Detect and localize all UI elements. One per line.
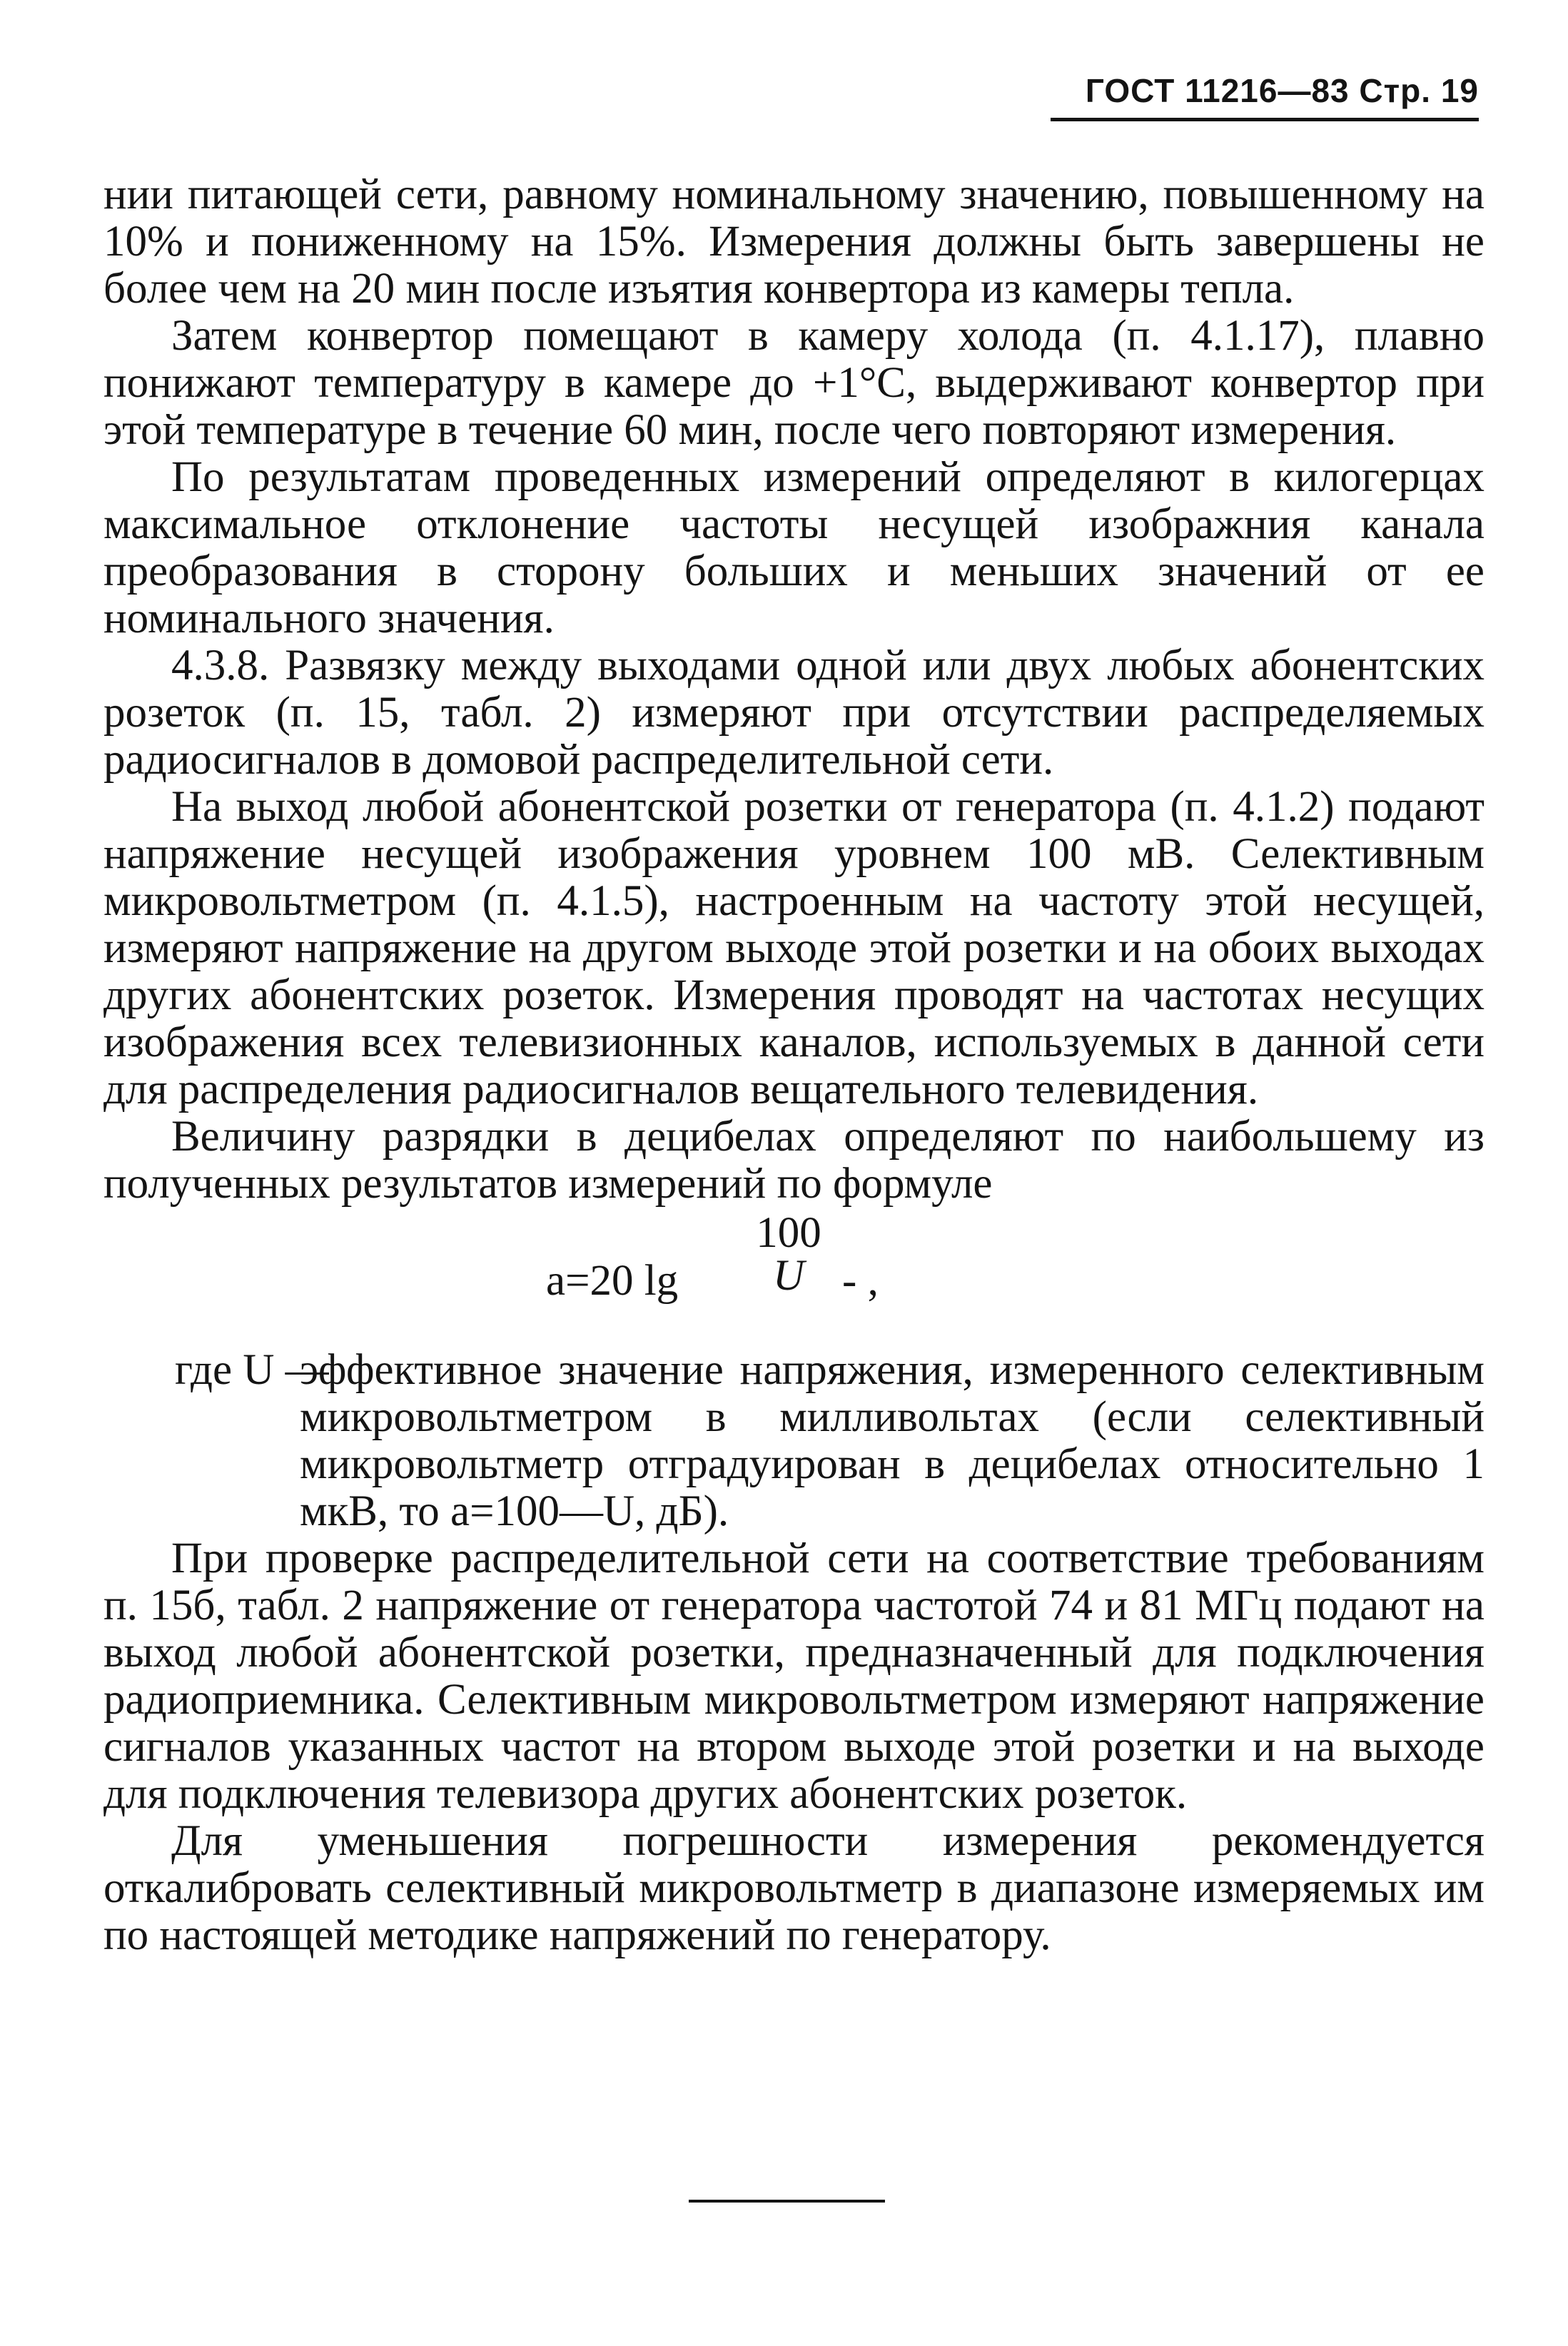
formula-legend — [103, 1347, 1484, 1535]
header-rule — [1051, 118, 1479, 121]
formula-lhs: a=20 lg — [546, 1257, 679, 1305]
paragraph-6: Величину разрядки в децибелах определяют по наибольшему из полученных результатов измерений по формуле — [103, 1113, 1484, 1208]
formula-legend-text: эффективное значение напряжения, измеренного селективным микровольтметром в милливольтах (если селективный микровольтметр отградуирован в децибелах относительно 1 мкВ, то a=100—U, дБ). — [300, 1346, 1484, 1535]
formula-numerator: 100 — [756, 1209, 821, 1257]
formula-fraction — [749, 1209, 828, 1300]
paragraph-4-section-4-3-8: 4.3.8. Развязку между выходами одной или двух любых абонентских розеток (п. 15, табл. 2) измеряют при отсутствии распределяемых радиосигналов в домовой распределительной сети. — [103, 642, 1484, 784]
paragraph-5: На выход любой абонентской розетки от генератора (п. 4.1.2) подают напряжение несущей изображения уровнем 100 мВ. Селективным микровольтметром (п. 4.1.5), настроенным на частоту этой несущей, измеряют напряжение на другом выходе этой розетки и на обоих выходах других абонентских розеток. Измерения проводят на частотах несущих изображения всех телевизионных каналов, используемых в данной сети для распределения радиосигналов вещательного телевидения. — [103, 783, 1484, 1113]
paragraph-8: Для уменьшения погрешности измерения рекомендуется откалибровать селективный микровольтметр в диапазоне измеряемых им по настоящей методике напряжений по генератору. — [103, 1817, 1484, 1959]
paragraph-7: При проверке распределительной сети на соответствие требованиям п. 15б, табл. 2 напряжение от генератора частотой 74 и 81 МГц подают на выход любой абонентской розетки, предназначенный для подключения радиоприемника. Селективным микровольтметром измеряют напряжение сигналов указанных частот на втором выходе этой розетки и на выходе для подключения телевизора других абонентских розеток. — [103, 1534, 1484, 1818]
paragraph-1: нии питающей сети, равному номинальному значению, повышенному на 10% и пониженному на 15%. Измерения должны быть завершены не более чем на 20 мин после изъятия конвертора из камеры тепла. — [103, 171, 1484, 313]
bottom-rule — [689, 2200, 885, 2203]
paragraph-2: Затем конвертор помещают в камеру холода (п. 4.1.17), плавно понижают температуру в камере до +1°С, выдерживают конвертор при этой температуре в течение 60 мин, после чего повторяют измерения. — [103, 312, 1484, 454]
body-text — [103, 171, 1484, 1959]
formula-legend-lead: где U — — [175, 1346, 329, 1394]
page-header: ГОСТ 11216—83 Стр. 19 — [1085, 72, 1479, 109]
paragraph-3: По результатам проведенных измерений определяют в килогерцах максимальное отклонение частоты несущей изображния канала преобразования в сторону больших и меньших значений от ее номинального значения. — [103, 453, 1484, 642]
formula-denominator: U — [772, 1252, 805, 1300]
formula — [103, 1208, 1484, 1347]
formula-tail: - , — [842, 1257, 879, 1305]
